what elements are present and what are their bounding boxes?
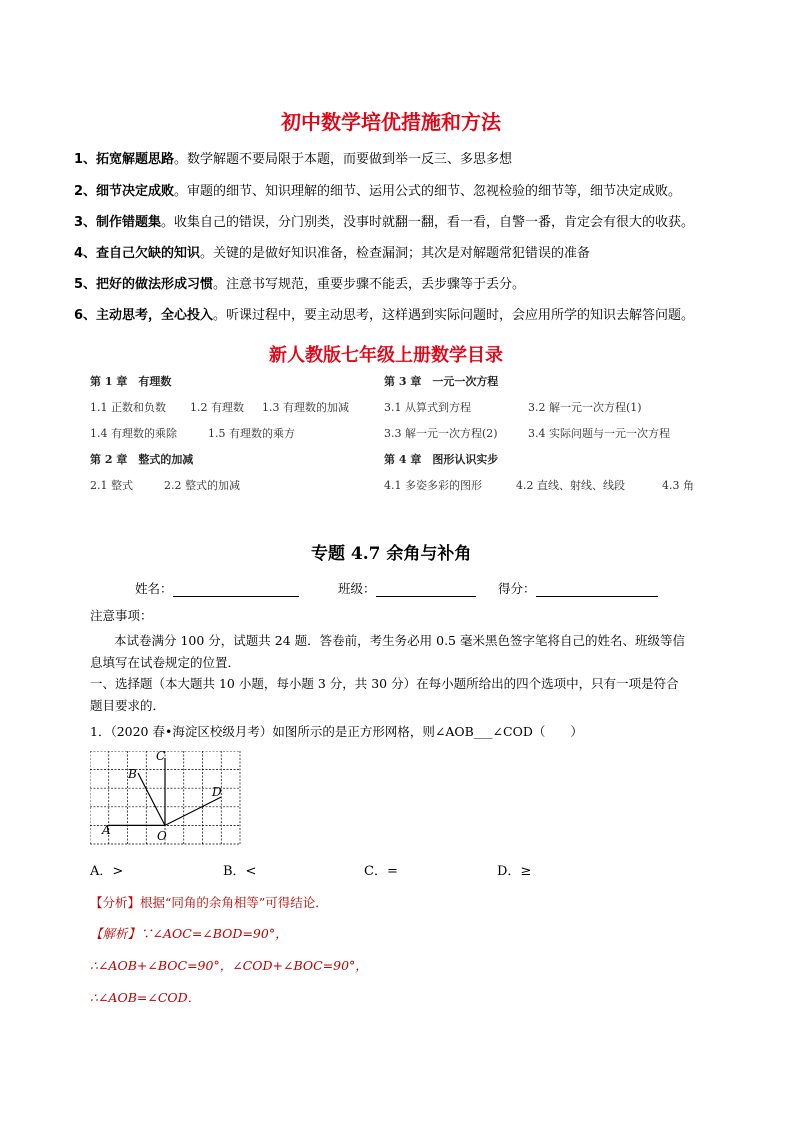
name-label: 姓名： [135, 581, 173, 596]
toc-title: 新人教版七年级上册数学目录 [269, 345, 503, 366]
option-c[interactable]: C．= [364, 864, 398, 879]
score-blank[interactable] [536, 582, 658, 597]
toc-chapter-heading: 第 3 章 一元一次方程 [384, 375, 499, 388]
toc-item: 4.1 多姿多彩的图形 [384, 479, 482, 492]
score-label: 得分： [498, 581, 536, 596]
option-a[interactable]: A．> [90, 864, 124, 879]
toc-item: 3.4 实际问题与一元一次方程 [528, 427, 670, 440]
name-blank[interactable] [173, 582, 299, 597]
point-label-c: C [156, 749, 166, 763]
toc-chapter-heading: 第 2 章 整式的加减 [90, 453, 194, 466]
toc-item: 2.1 整式 [90, 479, 133, 492]
question-1: 1．（2020 春•海淀区校级月考）如图所示的是正方形网格，则∠AOB___∠COD（ ） [90, 724, 583, 739]
document-title: 专题 4.7 余角与补角 [311, 544, 472, 564]
notice-heading: 注意事项： [90, 608, 153, 623]
solution-line: 【解析】∵∠AOC=∠BOD=90°， [90, 926, 288, 941]
tip-item: 4、查自己欠缺的知识。关键的是做好知识准备，检查漏洞；其次是对解题常犯错误的准备 [74, 246, 591, 261]
point-label-o: O [157, 829, 167, 843]
page-title: 初中数学培优措施和方法 [281, 110, 501, 134]
section-heading: 题目要求的． [90, 698, 166, 713]
point-label-d: D [212, 785, 222, 799]
toc-item: 1.3 有理数的加减 [262, 401, 349, 414]
toc-item: 2.2 整式的加减 [164, 479, 240, 492]
tip-item: 6、主动思考，全心投入。听课过程中，要主动思考，这样遇到实际问题时，会应用所学的知识去解答问题。 [74, 308, 695, 323]
class-field [338, 579, 476, 597]
solution-line: ∴∠AOB=∠COD． [90, 990, 201, 1005]
point-label-a: A [102, 823, 111, 837]
toc-item: 1.2 有理数 [190, 401, 244, 414]
tip-item: 1、拓宽解题思路。数学解题不要局限于本题，而要做到举一反三、多思多想 [74, 152, 513, 167]
toc-chapter-heading: 第 1 章 有理数 [90, 375, 172, 388]
toc-item: 4.2 直线、射线、线段 [516, 479, 625, 492]
toc-item: 3.3 解一元一次方程(2) [384, 427, 498, 440]
tip-item: 5、把好的做法形成习惯。注意书写规范，重要步骤不能丢，丢步骤等于丢分。 [74, 277, 526, 292]
toc-item: 1.1 正数和负数 [90, 401, 166, 414]
class-label: 班级： [338, 581, 376, 596]
notice-text: 息填写在试卷规定的位置． [90, 655, 241, 670]
score-field [498, 579, 658, 597]
tip-item: 3、制作错题集。收集自己的错误，分门别类，没事时就翻一翻，看一看，自警一番，肯定会有很大的收获。 [74, 215, 695, 230]
toc-item: 1.5 有理数的乘方 [208, 427, 295, 440]
option-b[interactable]: B．< [223, 864, 257, 879]
option-d[interactable]: D．≥ [497, 864, 532, 879]
toc-item: 4.3 角 [662, 479, 694, 492]
point-label-b: B [128, 767, 137, 781]
tip-item: 2、细节决定成败。审题的细节、知识理解的细节、运用公式的细节、忽视检验的细节等，细节决定成败。 [74, 184, 682, 199]
notice-text: 本试卷满分 100 分，试题共 24 题．答卷前，考生务必用 0.5 毫米黑色签字笔将自己的姓名、班级等信 [114, 633, 685, 648]
toc-item: 3.1 从算式到方程 [384, 401, 471, 414]
section-heading: 一、选择题（本大题共 10 小题，每小题 3 分，共 30 分）在每小题所给出的四个选项中，只有一项是符合 [90, 676, 679, 691]
class-blank[interactable] [376, 582, 476, 597]
analysis-text: 【分析】根据“同角的余角相等”可得结论． [90, 895, 328, 910]
question-figure [90, 751, 242, 846]
toc-item: 3.2 解一元一次方程(1) [528, 401, 642, 414]
toc-chapter-heading: 第 4 章 图形认识实步 [384, 453, 499, 466]
solution-line: ∴∠AOB+∠BOC=90°，∠COD+∠BOC=90°， [90, 958, 368, 973]
toc-item: 1.4 有理数的乘除 [90, 427, 177, 440]
name-field [135, 579, 299, 597]
